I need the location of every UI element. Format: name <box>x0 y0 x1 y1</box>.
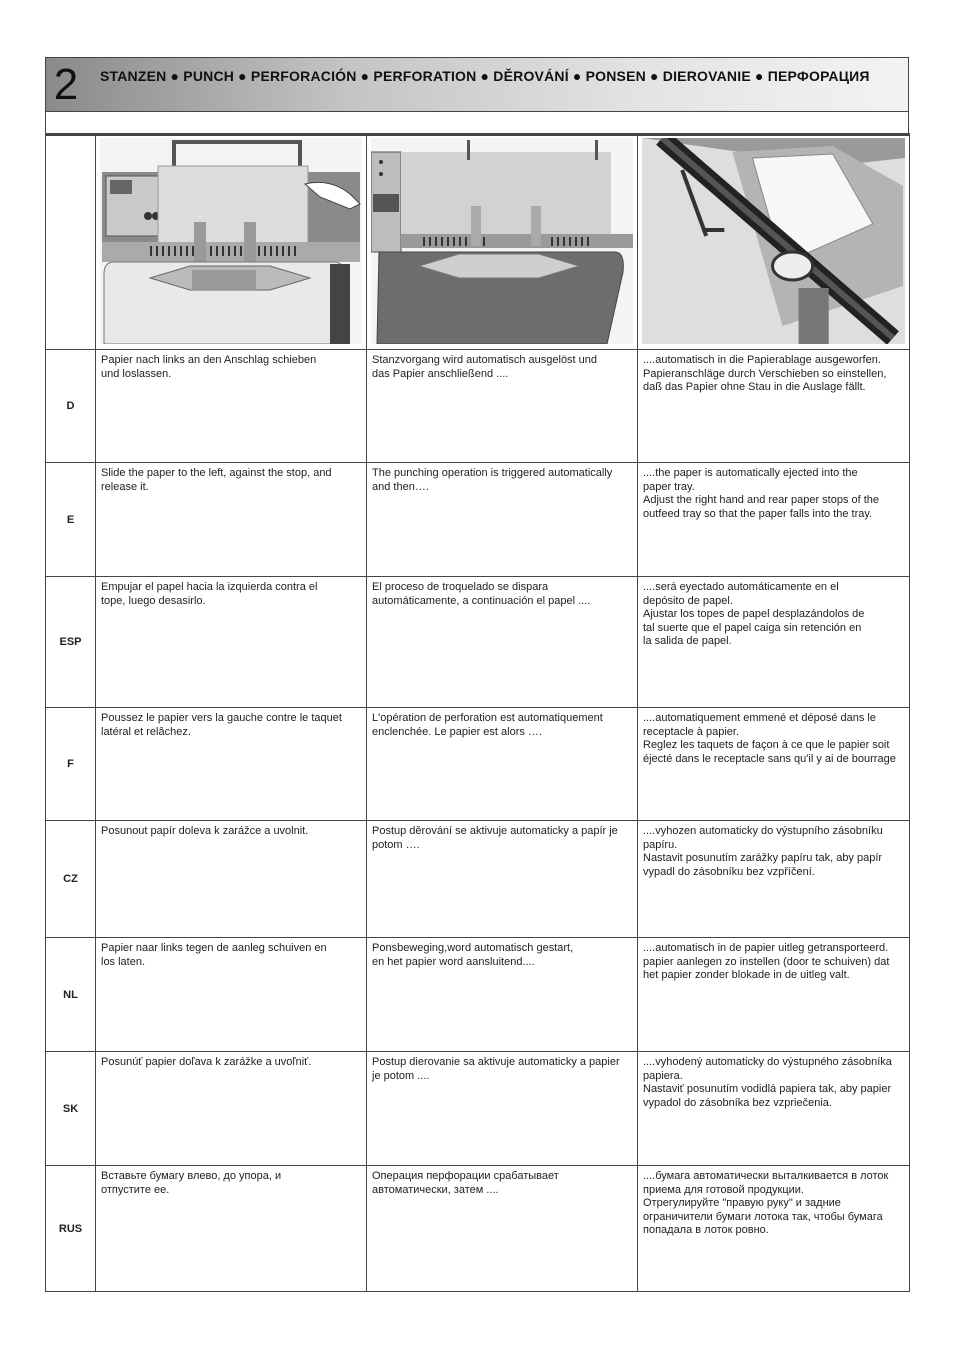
step-1-text: Papier nach links an den Anschlag schieben und loslassen. <box>96 350 367 463</box>
step-2-text: El proceso de troquelado se dispara automáticamente, a continuación el papel .... <box>367 577 638 708</box>
table-row <box>46 1166 910 1292</box>
step-1-text: Posunúť papier doľava k zarážke a uvoľniť. <box>96 1052 367 1166</box>
step-1-text: Posunout papír doleva k zarážce a uvolnit. <box>96 821 367 938</box>
table-row <box>46 1052 910 1166</box>
language-code: SK <box>46 1052 96 1166</box>
step-3-text: ....automatisch in de papier uitleg getransporteerd. papier aanlegen zo instellen (door te schuiven) dat het papier zonder blokade in de uitleg valt. <box>638 938 910 1052</box>
language-code: CZ <box>46 821 96 938</box>
language-code: E <box>46 463 96 577</box>
illustration-cell-1 <box>96 134 367 350</box>
step-3-text: ....бумага автоматически выталкивается в лоток приема для готовой продукции. Отрегулируйте "правую руку" и задние ограничители бумаги лотока так, чтобы бумага попадала в лоток ровно. <box>638 1166 910 1292</box>
illustration-cell-3 <box>638 134 910 350</box>
paper-ejection-illustration <box>642 138 905 344</box>
section-header-frame <box>45 57 909 136</box>
step-2-text: Операция перфорации срабатывает автоматически, затем .... <box>367 1166 638 1292</box>
step-2-text: Postup děrování se aktivuje automaticky a papír je potom …. <box>367 821 638 938</box>
step-1-text: Slide the paper to the left, against the stop, and release it. <box>96 463 367 577</box>
table-row <box>46 577 910 708</box>
step-2-text: L'opération de perforation est automatiquement enclenchée. Le papier est alors …. <box>367 708 638 821</box>
header-spacer <box>46 112 908 135</box>
table-row <box>46 821 910 938</box>
section-number: 2 <box>53 60 79 109</box>
table-row <box>46 938 910 1052</box>
step-1-text: Вставьте бумагу влево, до упора, и отпустите ее. <box>96 1166 367 1292</box>
step-3-text: ....vyhodený automaticky do výstupného zásobníka papiera. Nastaviť posunutím vodidlá papiera tak, aby papier vypadol do zásobníka bez vzpriečenia. <box>638 1052 910 1166</box>
machine-insert-paper-illustration <box>100 138 362 344</box>
step-2-text: Postup dierovanie sa aktivuje automaticky a papier je potom .... <box>367 1052 638 1166</box>
table-row <box>46 463 910 577</box>
language-code: F <box>46 708 96 821</box>
table-row <box>46 350 910 463</box>
step-1-text: Papier naar links tegen de aanleg schuiven en los laten. <box>96 938 367 1052</box>
step-3-text: ....automatisch in die Papierablage ausgeworfen. Papieranschläge durch Verschieben so einstellen, daß das Papier ohne Stau in die Auslage fällt. <box>638 350 910 463</box>
section-title: STANZEN ● PUNCH ● PERFORACIÓN ● PERFORATION ● DĚROVÁNÍ ● PONSEN ● DIEROVANIE ● ПЕРФОРАЦИЯ <box>100 68 870 84</box>
illustration-row <box>46 134 910 350</box>
table-row <box>46 708 910 821</box>
step-3-text: ....the paper is automatically ejected into the paper tray. Adjust the right hand and rear paper stops of the outfeed tray so that the paper falls into the tray. <box>638 463 910 577</box>
step-3-text: ....automatiquement emmené et déposé dans le receptacle à papier. Reglez les taquets de façon à ce que le papier soit éjecté dans le receptacle sans qu'il y ai de bourrage <box>638 708 910 821</box>
machine-punching-illustration <box>371 138 633 344</box>
language-code: ESP <box>46 577 96 708</box>
step-3-text: ....vyhozen automaticky do výstupního zásobníku papíru. Nastavit posunutím zarážky papíru tak, aby papír vypadl do zásobníku bez vzpříčení. <box>638 821 910 938</box>
step-2-text: Stanzvorgang wird automatisch ausgelöst und das Papier anschließend .... <box>367 350 638 463</box>
instruction-table <box>45 133 910 1292</box>
language-code: D <box>46 350 96 463</box>
step-2-text: Ponsbeweging,word automatisch gestart, en het papier word aansluitend.... <box>367 938 638 1052</box>
step-3-text: ....será eyectado automáticamente en el depósito de papel. Ajustar los topes de papel desplazándolos de tal suerte que el papel caiga sin retención en la salida de papel. <box>638 577 910 708</box>
step-1-text: Empujar el papel hacia la izquierda contra el tope, luego desasirlo. <box>96 577 367 708</box>
step-1-text: Poussez le papier vers la gauche contre le taquet latéral et relâchez. <box>96 708 367 821</box>
step-2-text: The punching operation is triggered automatically and then…. <box>367 463 638 577</box>
language-code: NL <box>46 938 96 1052</box>
empty-corner-cell <box>46 134 96 350</box>
section-header <box>46 58 908 112</box>
illustration-cell-2 <box>367 134 638 350</box>
language-code: RUS <box>46 1166 96 1292</box>
